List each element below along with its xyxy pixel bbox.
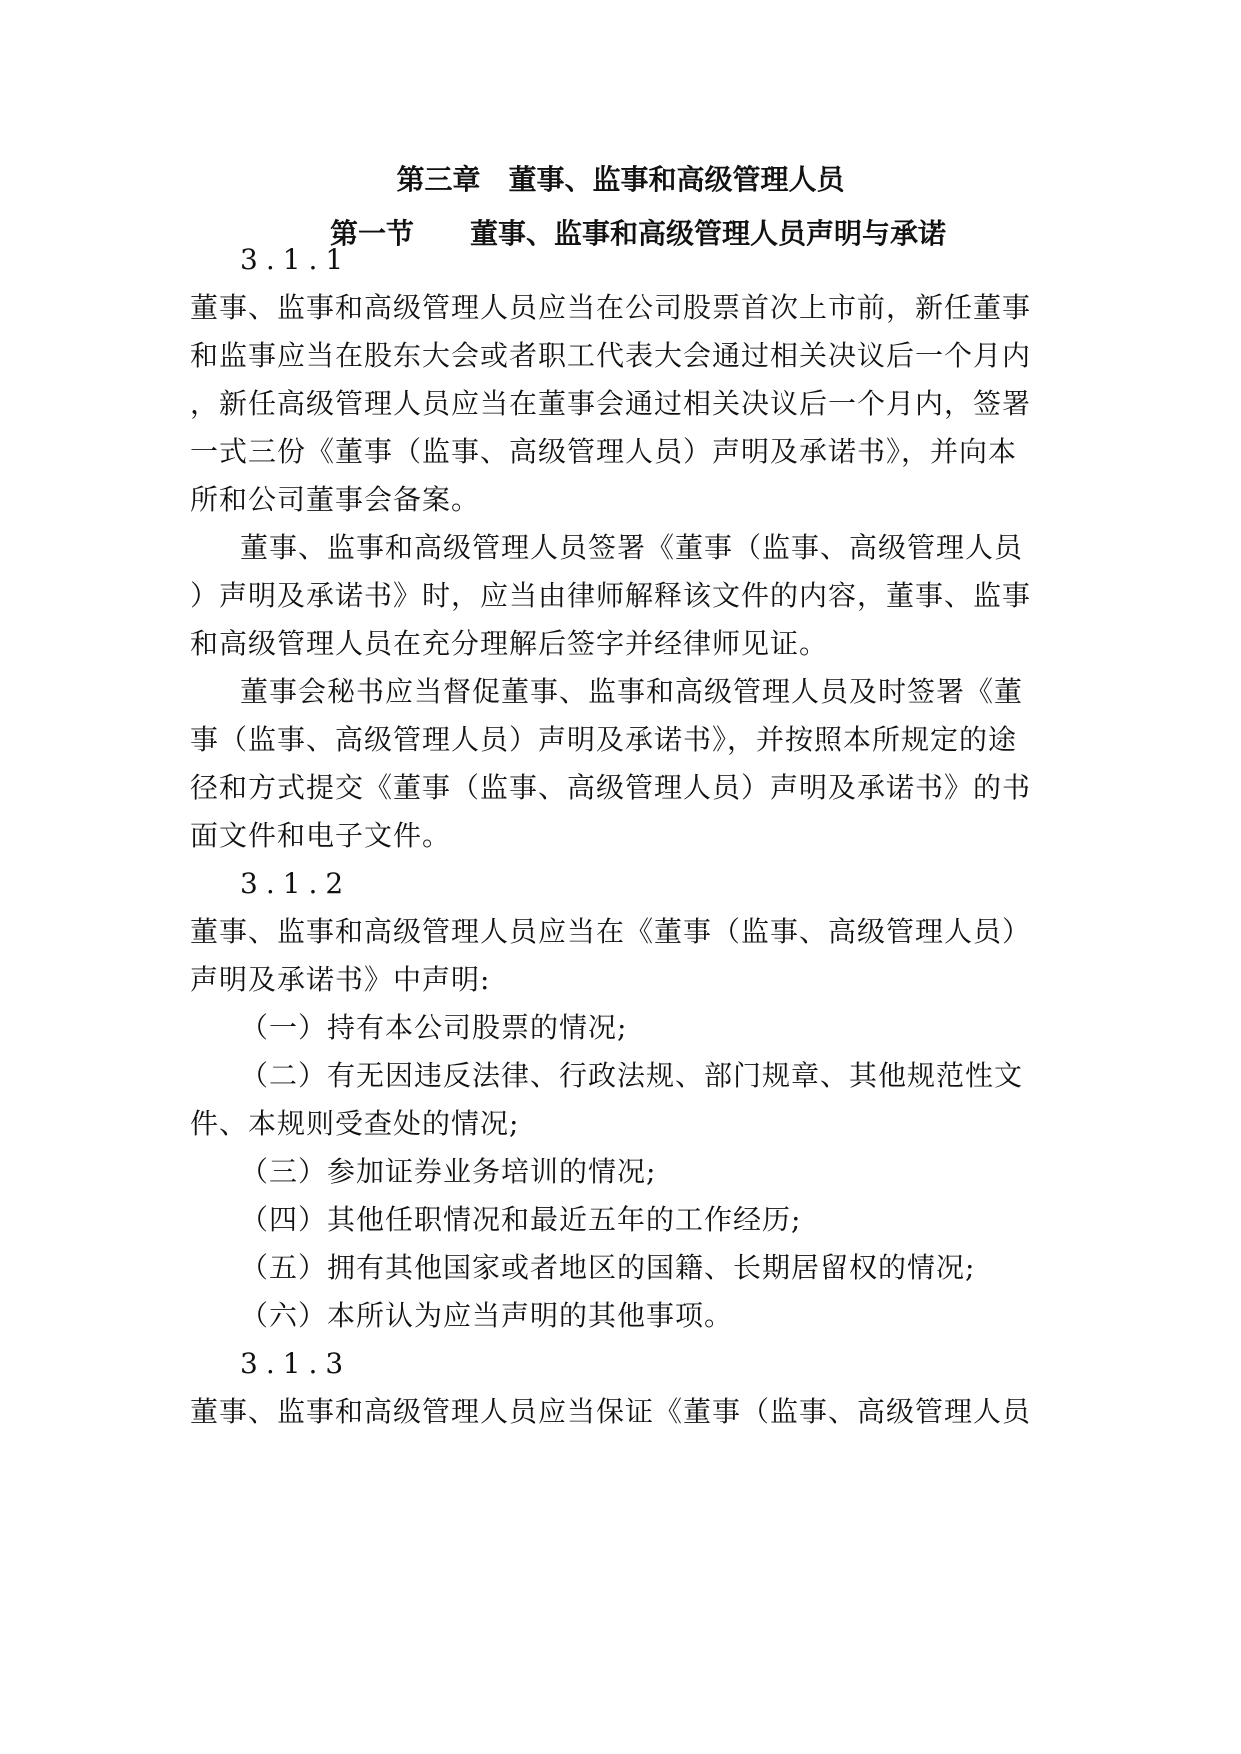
paragraph-line: 事（监事、高级管理人员）声明及承诺书》，并按照本所规定的途 xyxy=(190,723,1018,756)
list-item: （二）有无因违反法律、行政法规、部门规章、其他规范性文 xyxy=(240,1059,1024,1092)
list-item: （六）本所认为应当声明的其他事项。 xyxy=(240,1299,734,1332)
paragraph-line: 董事、监事和高级管理人员应当在公司股票首次上市前，新任董事 xyxy=(190,291,1032,324)
paragraph-line: ）声明及承诺书》时，应当由律师解释该文件的内容，董事、监事 xyxy=(190,579,1032,612)
paragraph-line: 和监事应当在股东大会或者职工代表大会通过相关决议后一个月内 xyxy=(190,339,1032,372)
paragraph-line: 一式三份《董事（监事、高级管理人员）声明及承诺书》，并向本 xyxy=(190,435,1018,468)
paragraph-line: 和高级管理人员在充分理解后签字并经律师见证。 xyxy=(190,627,829,660)
paragraph-line: 径和方式提交《董事（监事、高级管理人员）声明及承诺书》的书 xyxy=(190,771,1032,804)
clause-number-3-1-1: 3.1.1 xyxy=(240,243,352,276)
chapter-title: 第三章 董事、监事和高级管理人员 xyxy=(396,163,845,196)
paragraph-line: 董事、监事和高级管理人员应当在《董事（监事、高级管理人员） xyxy=(190,915,1032,948)
list-item: （五）拥有其他国家或者地区的国籍、长期居留权的情况; xyxy=(240,1251,976,1284)
paragraph-line: 董事、监事和高级管理人员签署《董事（监事、高级管理人员 xyxy=(240,531,1024,564)
paragraph-line: 声明及承诺书》中声明: xyxy=(190,963,491,996)
list-item: （一）持有本公司股票的情况; xyxy=(240,1011,628,1044)
list-item: （三）参加证券业务培训的情况; xyxy=(240,1155,657,1188)
paragraph-line: 所和公司董事会备案。 xyxy=(190,483,481,516)
list-item-continuation: 件、本规则受查处的情况; xyxy=(190,1107,520,1140)
paragraph-line: ，新任高级管理人员应当在董事会通过相关决议后一个月内，签署 xyxy=(190,387,1032,420)
list-item: （四）其他任职情况和最近五年的工作经历; xyxy=(240,1203,802,1236)
paragraph-line: 面文件和电子文件。 xyxy=(190,819,452,852)
clause-number-3-1-2: 3.1.2 xyxy=(240,867,352,900)
section-title: 第一节 董事、监事和高级管理人员声明与承诺 xyxy=(330,217,947,250)
paragraph-line: 董事、监事和高级管理人员应当保证《董事（监事、高级管理人员 xyxy=(190,1395,1032,1428)
clause-number-3-1-3: 3.1.3 xyxy=(240,1347,352,1380)
paragraph-line: 董事会秘书应当督促董事、监事和高级管理人员及时签署《董 xyxy=(240,675,1024,708)
